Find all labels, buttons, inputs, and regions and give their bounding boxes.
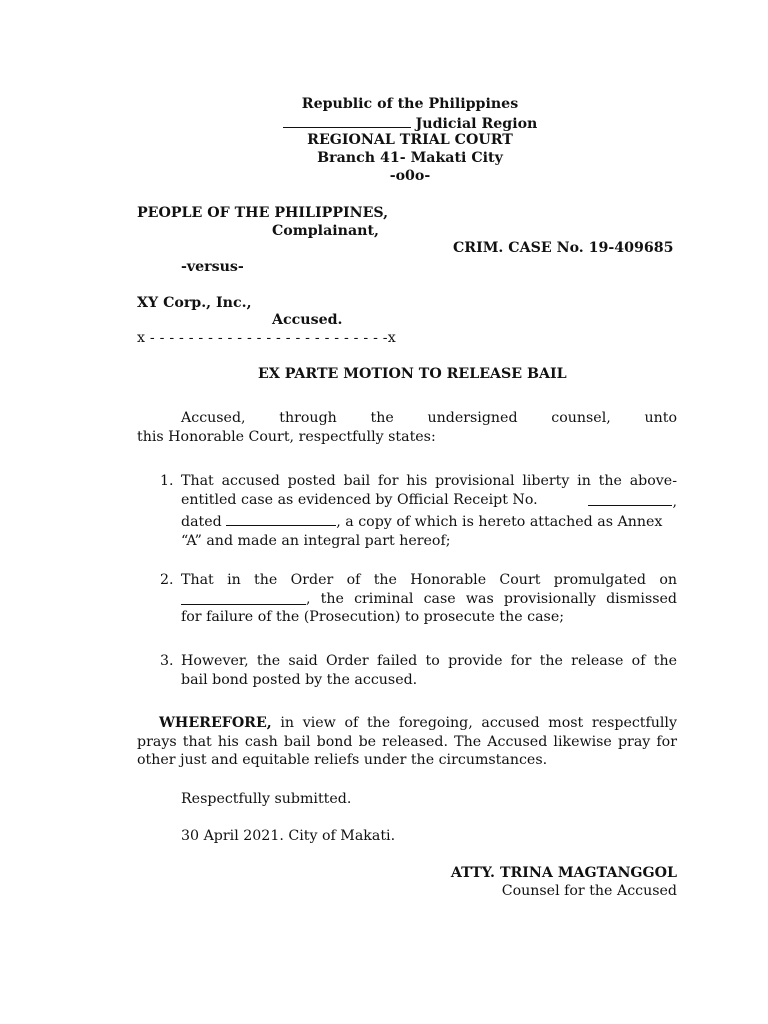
respectfully-submitted: Respectfully submitted.	[181, 791, 352, 807]
wherefore-line-2: prays that his cash bail bond be released. The Accused likewise pray for	[137, 733, 677, 750]
item-body	[181, 652, 677, 689]
wherefore-line-1-text: in view of the foregoing, accused most respectfully	[271, 715, 677, 731]
defendant-role: Accused.	[272, 312, 343, 328]
region-blank	[283, 113, 411, 128]
item-number: 1.	[160, 473, 174, 489]
intro-line-2: this Honorable Court, respectfully states:	[137, 428, 436, 445]
item-2-line-1: That in the Order of the Honorable Court promulgated on	[181, 572, 677, 588]
item-3-line-2: bail bond posted by the accused.	[181, 671, 418, 688]
receipt-blank	[588, 491, 672, 506]
motion-title: EX PARTE MOTION TO RELEASE BAIL	[258, 366, 567, 382]
branch-heading: Branch 41- Makati City	[317, 150, 503, 166]
item-3-line-1: However, the said Order failed to provide for the release of the	[181, 653, 677, 669]
intro-line-1: Accused, through the undersigned counsel, unto	[181, 410, 677, 426]
caption-divider: x - - - - - - - - - - - - - - - - - - - - - - - - -x	[137, 330, 396, 346]
item-2-line-2-text: , the criminal case was provisionally dismissed	[306, 590, 677, 607]
receipt-no-field	[588, 491, 677, 512]
item-2-line-3: for failure of the (Prosecution) to prosecute the case;	[181, 609, 565, 625]
item-number: 3.	[160, 653, 174, 669]
dated-field	[181, 511, 662, 532]
item-2-line-2	[181, 590, 677, 609]
item-1-line-3	[181, 511, 677, 532]
promulgation-date-blank	[181, 590, 306, 605]
plaintiff-name: PEOPLE OF THE PHILIPPINES,	[137, 205, 389, 221]
date-and-place: 30 April 2021. City of Makati.	[181, 828, 396, 844]
dated-label: dated	[181, 514, 222, 530]
item-body	[181, 571, 677, 627]
versus-label: -versus-	[181, 259, 244, 275]
wherefore-paragraph	[137, 714, 677, 770]
counsel-name: ATTY. TRINA MAGTANGGOL	[450, 865, 677, 881]
defendant-name: XY Corp., Inc.,	[137, 295, 252, 311]
date-blank	[226, 511, 336, 526]
counsel-title: Counsel for the Accused	[501, 883, 677, 899]
item-1-line-2-text: entitled case as evidenced by Official Receipt No.	[181, 491, 538, 508]
heading-separator: -o0o-	[389, 168, 431, 184]
wherefore-line-3: other just and equitable reliefs under the circumstances.	[137, 752, 548, 768]
plaintiff-role: Complainant,	[272, 223, 379, 239]
intro-paragraph	[137, 409, 677, 446]
item-number: 2.	[160, 572, 174, 588]
item-1-line-4: “A” and made an integral part hereof;	[181, 532, 451, 549]
item-body	[181, 472, 677, 550]
item-1-line-2	[181, 491, 677, 512]
court-heading: REGIONAL TRIAL COURT	[307, 132, 513, 148]
judicial-region-label: Judicial Region	[415, 116, 538, 132]
case-number: CRIM. CASE No. 19-409685	[453, 240, 674, 256]
wherefore-lead: WHEREFORE,	[159, 715, 272, 731]
republic-heading: Republic of the Philippines	[301, 96, 519, 112]
wherefore-line-1	[137, 714, 677, 733]
item-1-line-3-text: , a copy of which is hereto attached as Annex	[336, 514, 663, 530]
receipt-comma: ,	[672, 493, 677, 510]
item-1-line-1: That accused posted bail for his provisional liberty in the above-	[181, 473, 677, 489]
